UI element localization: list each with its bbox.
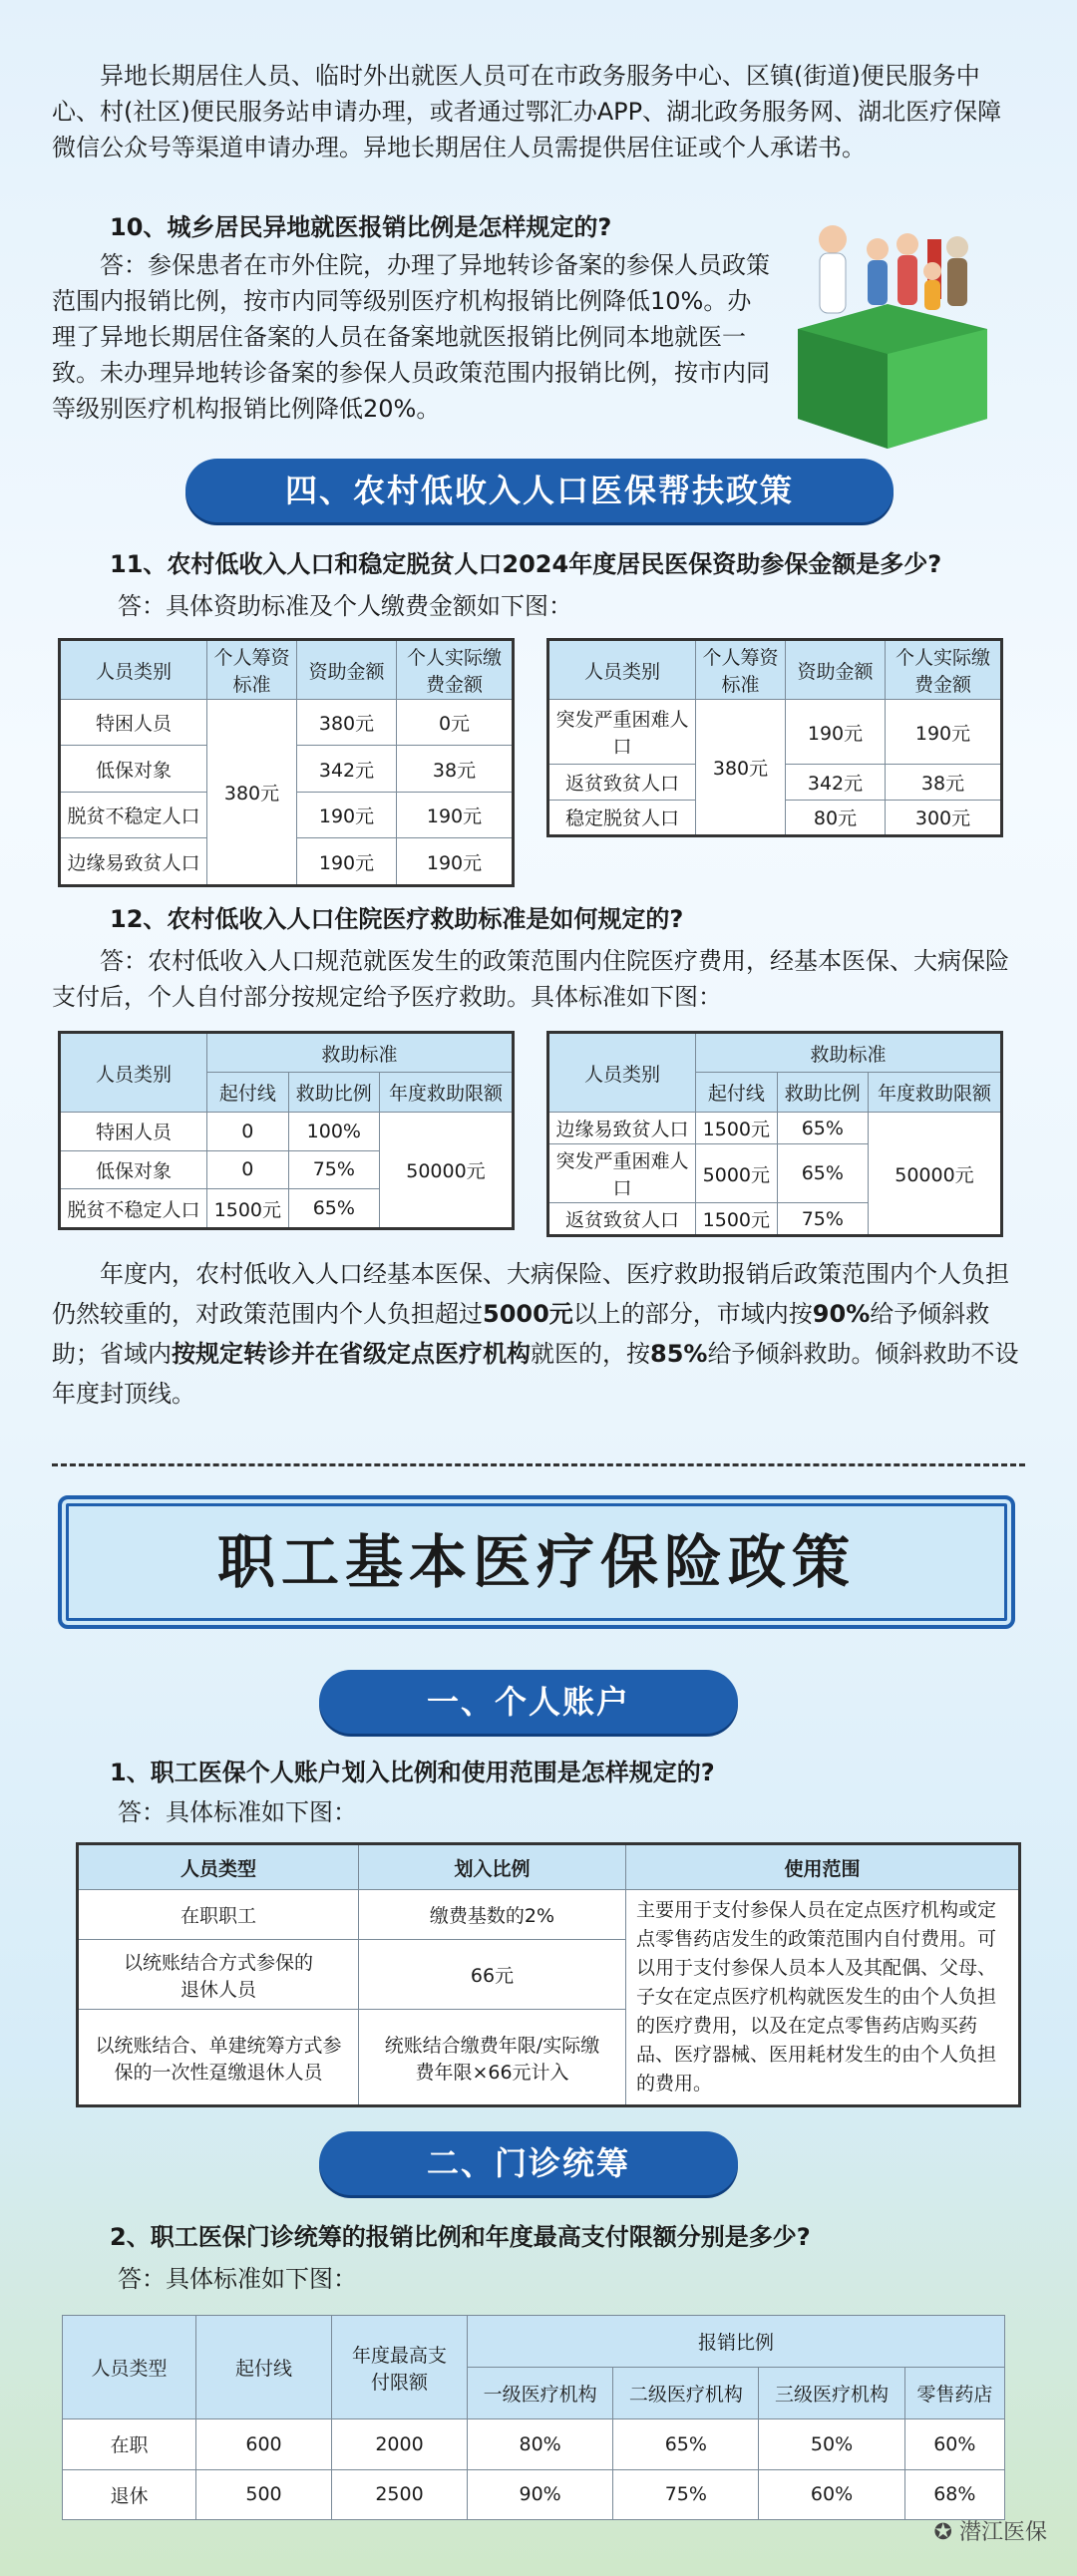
tilt-relief-paragraph [0,1254,1077,1414]
th-threshold: 起付线 [207,1073,289,1113]
table-cell-merged: 380元 [696,700,786,836]
th-ratio: 救助比例 [777,1073,868,1113]
table-cell: 190元 [886,700,1002,765]
table-cell: 190元 [297,792,397,837]
table-cell: 190元 [397,792,514,837]
th-level3: 三级医疗机构 [759,2368,904,2419]
table-cell: 300元 [886,800,1002,835]
q11-table-left [58,638,515,887]
th-ratio: 救助比例 [288,1073,379,1113]
th-payment: 个人实际缴费金额 [886,640,1002,700]
tilt-bold-3: 按规定转诊并在省级定点医疗机构 [172,1340,531,1368]
table-cell: 2000 [332,2419,468,2470]
q10-question: 10、城乡居民异地就医报销比例是怎样规定的? [110,213,612,241]
q11-table-right [546,638,1003,837]
table-cell: 80元 [786,800,886,835]
table-cell: 缴费基数的2% [359,1890,626,1940]
table-cell: 190元 [297,838,397,886]
table-cell: 600 [196,2419,332,2470]
q12-table-left [58,1031,515,1230]
table-cell: 75% [613,2469,759,2520]
th-group: 救助标准 [696,1033,1002,1073]
table-cell: 0元 [397,700,514,746]
th-threshold: 起付线 [696,1073,778,1113]
th-type: 人员类型 [63,2316,196,2419]
table-cell-merged: 380元 [207,700,297,886]
th-limit: 年度救助限额 [868,1073,1001,1113]
table-cell: 2500 [332,2469,468,2520]
th-threshold: 起付线 [196,2316,332,2419]
table-cell: 脱贫不稳定人口 [60,792,207,837]
q11-answer: 答：具体资助标准及个人缴费金额如下图： [118,592,572,620]
th-ratio: 划入比例 [359,1844,626,1890]
th-category: 人员类别 [548,640,696,700]
table-cell: 90% [468,2469,613,2520]
table-cell: 38元 [397,746,514,792]
th-limit: 年度救助限额 [379,1073,513,1113]
s1-title-pill: 一、个人账户 [319,1670,738,1734]
tilt-text-2: 以上的部分，市域内按 [572,1300,813,1328]
table-cell: 稳定脱贫人口 [548,800,696,835]
tilt-bold-4: 85% [650,1340,708,1368]
table-cell: 0 [207,1150,289,1189]
table-cell: 以统账结合方式参保的退休人员 [78,1940,359,2010]
table-cell: 退休 [63,2469,196,2520]
th-scope: 使用范围 [626,1844,1020,1890]
table-cell: 75% [288,1150,379,1189]
s2-title-pill: 二、门诊统筹 [319,2131,738,2195]
doctor-family-illustration [778,209,1007,454]
th-payment: 个人实际缴费金额 [397,640,514,700]
table-cell: 返贫致贫人口 [548,1203,696,1236]
table-cell: 突发严重困难人口 [548,1144,696,1203]
q12-answer: 答：农村低收入人口规范就医发生的政策范围内住院医疗费用，经基本医保、大病保险支付后，个人自付部分按规定给予医疗救助。具体标准如下图： [52,947,1009,1011]
th-type: 人员类型 [78,1844,359,1890]
table-cell: 38元 [886,765,1002,800]
q2-table [62,2315,1005,2520]
table-cell: 75% [777,1203,868,1236]
table-cell: 100% [288,1113,379,1151]
table-cell: 低保对象 [60,1150,207,1189]
wechat-icon: ✪ [933,2520,959,2545]
tilt-bold-1: 5000元 [483,1300,573,1328]
watermark-text: 潜江医保 [958,2520,1047,2545]
section4-title-pill: 四、农村低收入人口医保帮扶政策 [185,459,894,522]
table-cell: 68% [904,2469,1004,2520]
tilt-text-5: 给予倾斜救助。倾斜救助不设年度封顶线。 [52,1340,1019,1408]
table-cell: 50% [759,2419,904,2470]
th-group: 救助标准 [207,1033,514,1073]
table-cell: 60% [759,2469,904,2520]
table-cell: 1500元 [696,1203,778,1236]
table-cell: 65% [777,1144,868,1203]
th-category: 人员类别 [60,640,207,700]
table-cell: 1500元 [207,1189,289,1229]
table-cell: 66元 [359,1940,626,2010]
tilt-text-3: 给予倾斜救助；省域内 [52,1300,990,1368]
watermark [934,2515,1047,2546]
table-cell: 边缘易致贫人口 [60,838,207,886]
table-cell: 65% [288,1189,379,1229]
q1-table [76,1842,1021,2107]
table-cell: 以统账结合、单建统筹方式参保的一次性趸缴退休人员 [78,2010,359,2106]
tilt-bold-2: 90% [812,1300,871,1328]
th-subsidy: 资助金额 [297,640,397,700]
table-cell: 脱贫不稳定人口 [60,1189,207,1229]
intro-paragraph: 异地长期居住人员、临时外出就医人员可在市政务服务中心、区镇(街道)便民服务中心、村(社区)便民服务站申请办理，或者通过鄂汇办APP、湖北政务服务网、湖北医疗保障微信公众号等渠道申请办理。异地长期居住人员需提供居住证或个人承诺书。 [52,62,1002,161]
th-standard: 个人筹资标准 [207,640,297,700]
employee-insurance-title: 职工基本医疗保险政策 [58,1495,1015,1629]
table-cell-merged: 50000元 [379,1113,513,1229]
table-cell: 190元 [786,700,886,765]
th-level2: 二级医疗机构 [613,2368,759,2419]
table-cell: 1500元 [696,1113,778,1144]
table-cell: 500 [196,2469,332,2520]
q2-answer: 答：具体标准如下图： [118,2265,357,2293]
th-annual-limit: 年度最高支付限额 [332,2316,468,2419]
table-cell: 特困人员 [60,1113,207,1151]
th-reimbursement: 报销比例 [468,2316,1005,2368]
q1-answer: 答：具体标准如下图： [118,1798,357,1826]
q10-answer: 答：参保患者在市外住院，办理了异地转诊备案的参保人员政策范围内报销比例，按市内同等级别医疗机构报销比例降低10%。办理了异地长期居住备案的人员在备案地就医报销比例同本地就医一致。未办理异地转诊备案的参保人员政策范围内报销比例，按市内同等级别医疗机构报销比例降低20%。 [52,251,770,423]
th-level1: 一级医疗机构 [468,2368,613,2419]
tilt-text-1: 年度内，农村低收入人口经基本医保、大病保险、医疗救助报销后政策范围内个人负担仍然较重的，对政策范围内个人负担超过 [52,1260,1009,1328]
table-cell: 突发严重困难人口 [548,700,696,765]
table-cell: 返贫致贫人口 [548,765,696,800]
tilt-text-4: 就医的，按 [531,1340,650,1368]
table-cell: 60% [904,2419,1004,2470]
table-cell: 低保对象 [60,746,207,792]
table-cell: 80% [468,2419,613,2470]
table-cell: 在职 [63,2419,196,2470]
usage-scope-cell: 主要用于支付参保人员在定点医疗机构或定点零售药店发生的政策范围内自付费用。可以用于支付参保人员本人及其配偶、父母、子女在定点医疗机构就医发生的由个人负担的医疗费用，以及在定点零售药店购买药品、医疗器械、医用耗材发生的由个人负担的费用。 [626,1890,1020,2106]
q12-table-right [546,1031,1003,1237]
table-cell: 342元 [297,746,397,792]
th-subsidy: 资助金额 [786,640,886,700]
table-cell: 380元 [297,700,397,746]
table-cell: 65% [777,1113,868,1144]
q1-question: 1、职工医保个人账户划入比例和使用范围是怎样规定的? [110,1759,715,1786]
table-cell-merged: 50000元 [868,1113,1001,1236]
table-cell: 特困人员 [60,700,207,746]
q11-question: 11、农村低收入人口和稳定脱贫人口2024年度居民医保资助参保金额是多少? [110,550,942,578]
table-cell: 在职职工 [78,1890,359,1940]
th-pharmacy: 零售药店 [904,2368,1004,2419]
th-category: 人员类别 [60,1033,207,1113]
section-divider [52,1463,1025,1466]
q2-question: 2、职工医保门诊统筹的报销比例和年度最高支付限额分别是多少? [110,2223,811,2251]
q12-question: 12、农村低收入人口住院医疗救助标准是如何规定的? [110,905,684,933]
table-cell: 统账结合缴费年限/实际缴费年限×66元计入 [359,2010,626,2106]
table-cell: 边缘易致贫人口 [548,1113,696,1144]
table-cell: 342元 [786,765,886,800]
table-cell: 190元 [397,838,514,886]
th-category: 人员类别 [548,1033,696,1113]
th-standard: 个人筹资标准 [696,640,786,700]
table-cell: 65% [613,2419,759,2470]
table-cell: 5000元 [696,1144,778,1203]
table-cell: 0 [207,1113,289,1151]
